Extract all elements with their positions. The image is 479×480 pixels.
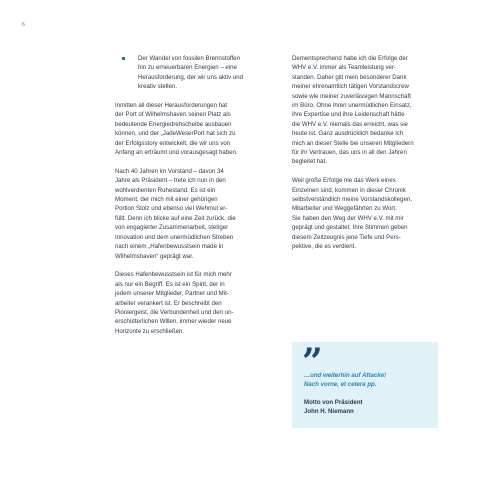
- text-line: geprägt und gestaltet. Ihre Stimmen geben: [292, 224, 408, 232]
- text-line: Sie haben den Weg der WHV e.V. mit mir: [292, 214, 404, 222]
- text-line: sowie wie meiner zuverlässigen Mannschaft: [292, 92, 411, 100]
- text-line: meiner ehrenamtlich tätigen Vorstandscrew: [292, 83, 409, 91]
- text-line: Weil große Erfolge nie das Werk eines: [292, 177, 396, 185]
- text-line: begleitet hat.: [292, 158, 327, 166]
- bullet-line: Der Wandel von fossilen Brennstoffen: [138, 55, 240, 62]
- paragraph-retirement: [115, 167, 267, 261]
- author-line: Motto von Präsident: [304, 399, 363, 406]
- text-line: ihre Expertise und ihre Leidenschaft hätte: [292, 111, 405, 119]
- text-line: Nach 40 Jahren im Vorstand – davon 34: [115, 167, 224, 175]
- paragraph-chronicle: [292, 176, 442, 251]
- text-line: im Büro. Ohne ihren unermüdlichen Einsatz,: [292, 102, 412, 110]
- text-line: bedeutende Energiedrehscheibe ausbauen: [115, 120, 232, 128]
- page-number: 6: [22, 22, 25, 28]
- paragraph-teamwork: [292, 54, 442, 167]
- text-line: mich an dieser Stelle bei unseren Mitgliedern: [292, 139, 414, 147]
- left-text-column: [115, 54, 267, 346]
- text-line: Moment, der mich mit einer gehörigen: [115, 196, 218, 204]
- bullet-line: Herausforderung, der wir uns aktiv und: [138, 73, 244, 81]
- text-line: erschütterlichen Willen, immer wieder neue: [115, 318, 232, 326]
- quote-line: …und weiterhin auf Attacke!: [304, 372, 387, 379]
- paragraph-energy-hub: [115, 101, 267, 157]
- text-line: der Erfolgsstory entwickelt, die wir uns von: [115, 139, 231, 147]
- bullet-line: kreativ stellen.: [138, 83, 177, 91]
- bullet-list: [115, 54, 267, 92]
- text-line: Einzelnen sind, kommen in dieser Chronik: [292, 186, 406, 194]
- text-line: Anfang an erträumt und vorausgesagt haben.: [115, 149, 238, 157]
- text-line: selbstverständlich meine Vorstandskollegen,: [292, 196, 412, 204]
- text-line: die WHV e.V. niemals das erreicht, was sie: [292, 120, 408, 128]
- square-bullet-icon: [122, 57, 125, 60]
- text-line: für ihr Vertrauen, das uns in all den Jahren: [292, 149, 407, 157]
- text-line: füllt. Denn ich blicke auf eine Zeit zurück, die: [115, 214, 236, 222]
- text-line: arbeiter verankert ist. Er beschreibt den: [115, 299, 222, 307]
- quote-line: Nach vorne, et cetera pp.: [304, 380, 377, 388]
- paragraph-harbour-awareness: [115, 270, 267, 336]
- quote-text: [304, 372, 386, 390]
- text-line: können, und der „JadeWeserPort hat sich zu: [115, 130, 236, 138]
- text-line: jedem unserer Mitglieder, Partner und Mit-: [115, 290, 229, 298]
- text-line: Inmitten all dieser Herausforderungen hat: [115, 102, 228, 110]
- text-line: standen. Daher gilt mein besonderer Dank: [292, 73, 407, 81]
- quote-box: [292, 342, 438, 428]
- text-line: Dementsprechend habe ich die Erfolge der: [292, 55, 408, 62]
- text-line: Jahre als Präsident – trete ich nun in den: [115, 177, 226, 185]
- text-line: der Port of Wilhelmshaven seinen Platz als: [115, 111, 231, 119]
- quote-author: [304, 399, 363, 417]
- text-line: Innovation und dem unermüdlichen Streben: [115, 233, 234, 241]
- text-line: Wilhelmshaven“ geprägt war.: [115, 252, 194, 260]
- bullet-item: [115, 54, 267, 92]
- author-line: John H. Niemann: [304, 407, 354, 415]
- text-line: pektive, die es verdient.: [292, 243, 357, 251]
- text-line: heute ist. Ganz ausdrücklich bedanke ich: [292, 130, 404, 138]
- text-line: von engagierter Zusammenarbeit, stetiger: [115, 224, 229, 232]
- text-line: Pioniergeist, die Verbundenheit und den un-: [115, 308, 234, 316]
- text-line: Portion Stolz und ebenso viel Wehmut er-: [115, 205, 228, 213]
- text-line: Dieses Hafenbewusstsein ist für mich mehr: [115, 271, 232, 279]
- text-line: diesem Zeitzeugnis jene Tiefe und Pers-: [292, 233, 401, 241]
- text-line: WHV e.V. immer als Teamleistung ver-: [292, 64, 396, 72]
- text-line: als nur ein Begriff. Es ist ein Spirit, der in: [115, 280, 225, 288]
- quotation-mark-icon: ”: [302, 341, 323, 383]
- text-line: Horizonte zu erschließen.: [115, 327, 185, 335]
- text-line: nach einem „Hafenbewusstsein made in: [115, 243, 224, 251]
- bullet-line: hin zu erneuerbaren Energien – eine: [138, 64, 237, 72]
- text-line: Mitarbeiter und Weggefährten zu Wort.: [292, 205, 397, 213]
- right-text-column: [292, 54, 442, 261]
- text-line: wohlverdienten Ruhestand. Es ist ein: [115, 186, 216, 194]
